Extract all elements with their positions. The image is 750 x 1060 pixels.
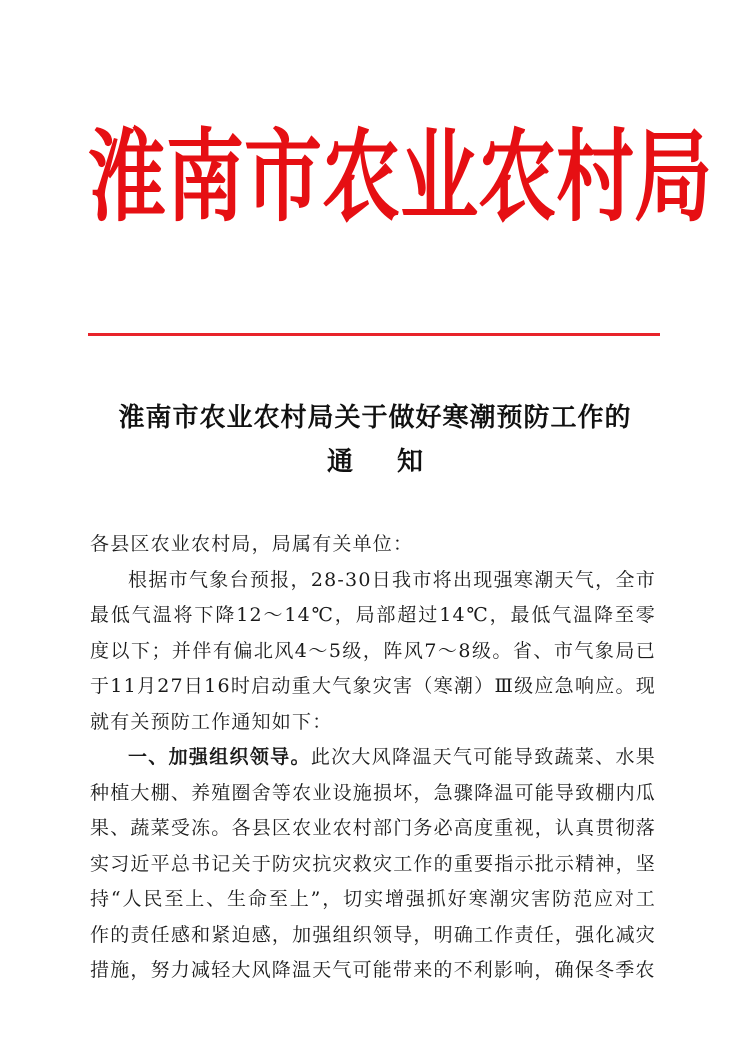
masthead-title [88, 118, 713, 238]
paragraph-intro: 根据市气象台预报，28-30日我市将出现强寒潮天气，全市最低气温将下降12～14℃，局部超过14℃，最低气温降至零度以下；并伴有偏北风4～5级，阵风7～8级。省、市气象局已于11月27日16时启动重大气象灾害（寒潮）Ⅲ级应急响应。现就有关预防工作通知如下： [90, 568, 656, 733]
paragraph-section-1 [90, 740, 656, 989]
masthead-char: 农 [478, 120, 557, 236]
document-body [90, 527, 656, 989]
masthead-char: 南 [166, 120, 245, 236]
masthead-char: 业 [400, 120, 479, 236]
masthead-char: 局 [634, 120, 713, 236]
masthead-char: 淮 [88, 120, 167, 236]
section-text: 此次大风降温天气可能导致蔬菜、水果种植大棚、养殖圈舍等农业设施损坏，急骤降温可能导致棚内瓜果、蔬菜受冻。各县区农业农村部门务必高度重视，认真贯彻落实习近平总书记关于防灾抗灾救灾工作的重要指示批示精神，坚持“人民至上、生命至上”，切实增强抓好寒潮灾害防范应对工作的责任感和紧迫感，加强组织领导，明确工作责任，强化减灾措施，努力减轻大风降温天气可能带来的不利影响，确保冬季农 [90, 746, 656, 981]
salutation: 各县区农业农村局，局属有关单位： [90, 533, 414, 555]
section-heading: 一、加强组织领导。 [128, 746, 311, 768]
masthead-char: 农 [322, 120, 401, 236]
title-line-2: 通知 [326, 447, 467, 477]
title-line-1: 淮南市农业农村局关于做好寒潮预防工作的 [118, 403, 632, 433]
masthead-divider [88, 333, 660, 336]
masthead-char: 市 [244, 120, 323, 236]
document-title [90, 396, 660, 484]
masthead-char: 村 [556, 120, 635, 236]
